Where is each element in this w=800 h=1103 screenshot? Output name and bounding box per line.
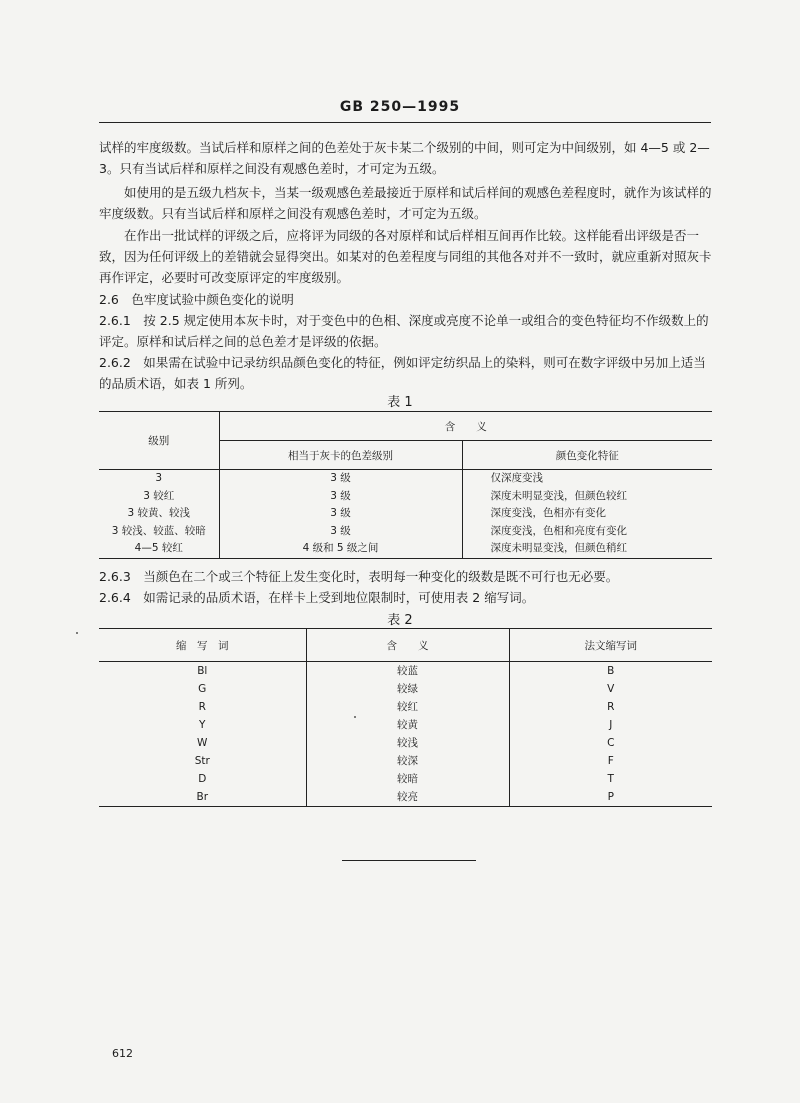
table2-cell-abbr: D bbox=[99, 770, 306, 788]
table1-cell-grade: 3 较浅、较蓝、较暗 bbox=[99, 523, 219, 541]
table2-cell-abbr: Y bbox=[99, 716, 306, 734]
table2-caption: 表 2 bbox=[387, 613, 413, 628]
table2-cell-abbr: G bbox=[99, 680, 306, 698]
table2-cell-french: T bbox=[607, 773, 614, 785]
header-rule bbox=[99, 122, 711, 123]
table-row bbox=[99, 540, 712, 558]
table2-cell-abbr: Br bbox=[99, 788, 306, 807]
table1-header-gray-grade: 相当于灰卡的色差级别 bbox=[219, 441, 462, 470]
table1-cell-gray: 4 级和 5 级之间 bbox=[219, 540, 462, 558]
table-row bbox=[99, 523, 712, 541]
table1-cell-gray: 3 级 bbox=[219, 523, 462, 541]
table1-cell-feature: 仅深度变浅 bbox=[490, 472, 543, 484]
table-row bbox=[99, 680, 712, 698]
paragraph-recheck: 在作出一批试样的评级之后，应将评为同级的各对原样和试后样相互间再作比较。这样能看出评级是否一致，因为任何评级上的差错就会显得突出。如某对的色差程度与同组的其他各对并不一致时，就应重新对照灰卡再作评定，必要时可改变原评定的牢度级别。 bbox=[99, 228, 712, 285]
table1-header-meaning: 含 义 bbox=[219, 412, 712, 441]
table2-cell-abbr: Str bbox=[99, 752, 306, 770]
table-row bbox=[99, 662, 712, 681]
table2-cell-french: J bbox=[609, 719, 613, 731]
table1-caption: 表 1 bbox=[387, 395, 413, 410]
table1-cell-gray: 3 级 bbox=[219, 470, 462, 488]
table2-header-meaning: 含 义 bbox=[306, 629, 509, 662]
table-row bbox=[99, 488, 712, 506]
table-row bbox=[99, 734, 712, 752]
paragraph-grade-intermediate: 试样的牢度级数。当试后样和原样之间的色差处于灰卡某二个级别的中间，则可定为中间级别，如 4—5 或 2—3。只有当试后样和原样之间没有观感色差时，才可定为五级。 bbox=[99, 140, 710, 176]
table2-cell-french: R bbox=[607, 701, 615, 713]
table1-cell-feature: 深度变浅，色相亦有变化 bbox=[490, 507, 606, 519]
table1-cell-feature: 深度变浅，色相和亮度有变化 bbox=[490, 524, 627, 537]
table1-cell-grade: 3 bbox=[99, 470, 219, 488]
section-2-6-2: 2.6.2 如果需在试验中记录纺织品颜色变化的特征，例如评定纺织品上的染料，则可在数字评级中另加上适当的品质术语，如表 1 所列。 bbox=[99, 355, 706, 391]
table1 bbox=[99, 411, 712, 559]
table2-cell-meaning: 较亮 bbox=[306, 788, 509, 807]
table2-cell-french: P bbox=[509, 788, 712, 807]
table2-header-french: 法文缩写词 bbox=[509, 629, 712, 662]
table2-cell-french: F bbox=[607, 755, 614, 767]
table-row bbox=[99, 788, 712, 807]
table2-cell-meaning: 较红 bbox=[306, 698, 509, 716]
table1-cell-grade: 3 较黄、较浅 bbox=[99, 505, 219, 523]
table1-cell-feature: 深度未明显变浅，但颜色稍红 bbox=[462, 540, 712, 558]
table2-cell-french: V bbox=[607, 683, 615, 695]
table2-cell-abbr: R bbox=[99, 698, 306, 716]
table2-cell-french: B bbox=[607, 665, 615, 677]
section-2-6-1: 2.6.1 按 2.5 规定使用本灰卡时，对于变色中的色相、深度或亮度不论单一或组合的变色特征均不作级数上的评定。原样和试后样之间的总色差才是评级的依据。 bbox=[99, 313, 709, 349]
table2-cell-meaning: 较暗 bbox=[306, 770, 509, 788]
table1-cell-gray: 3 级 bbox=[219, 488, 462, 506]
paragraph-nine-step-card: 如使用的是五级九档灰卡，当某一级观感色差最接近于原样和试后样间的观感色差程度时，就作为该试样的牢度级数。只有当试后样和原样之间没有观感色差时，才可定为五级。 bbox=[99, 185, 712, 221]
table1-header-grade: 级别 bbox=[99, 412, 219, 470]
table2 bbox=[99, 628, 712, 807]
table1-header-feature: 颜色变化特征 bbox=[462, 441, 712, 470]
table2-cell-abbr: Bl bbox=[99, 662, 306, 681]
scan-speck bbox=[76, 632, 78, 634]
table1-cell-feature: 深度未明显变浅，但颜色较红 bbox=[490, 489, 627, 502]
table2-cell-abbr: W bbox=[99, 734, 306, 752]
table1-cell-grade: 4—5 较红 bbox=[99, 540, 219, 558]
table2-cell-french: C bbox=[607, 737, 615, 749]
standard-code-header: GB 250—1995 bbox=[339, 99, 461, 115]
table2-cell-meaning: 较蓝 bbox=[306, 662, 509, 681]
table2-header-abbr: 缩 写 词 bbox=[99, 629, 306, 662]
section-2-6-4: 2.6.4 如需记录的品质术语，在样卡上受到地位限制时，可使用表 2 缩写词。 bbox=[99, 590, 535, 605]
table2-cell-meaning: 较深 bbox=[306, 752, 509, 770]
scan-speck bbox=[354, 716, 356, 718]
table-row bbox=[99, 698, 712, 716]
page-number: 612 bbox=[112, 1047, 133, 1060]
table-row bbox=[99, 752, 712, 770]
table1-cell-gray: 3 级 bbox=[219, 505, 462, 523]
section-2-6-title: 2.6 色牢度试验中颜色变化的说明 bbox=[99, 292, 294, 307]
table-row bbox=[99, 470, 712, 488]
table2-cell-meaning: 较绿 bbox=[306, 680, 509, 698]
table-row bbox=[99, 770, 712, 788]
section-2-6-3: 2.6.3 当颜色在二个或三个特征上发生变化时，表明每一种变化的级数是既不可行也无必要。 bbox=[99, 569, 619, 584]
table2-cell-meaning: 较浅 bbox=[306, 734, 509, 752]
table-row bbox=[99, 716, 712, 734]
table2-cell-meaning: 较黄 bbox=[306, 716, 509, 734]
table1-cell-grade: 3 较红 bbox=[99, 488, 219, 506]
table-row bbox=[99, 505, 712, 523]
end-of-document-rule bbox=[342, 860, 476, 861]
